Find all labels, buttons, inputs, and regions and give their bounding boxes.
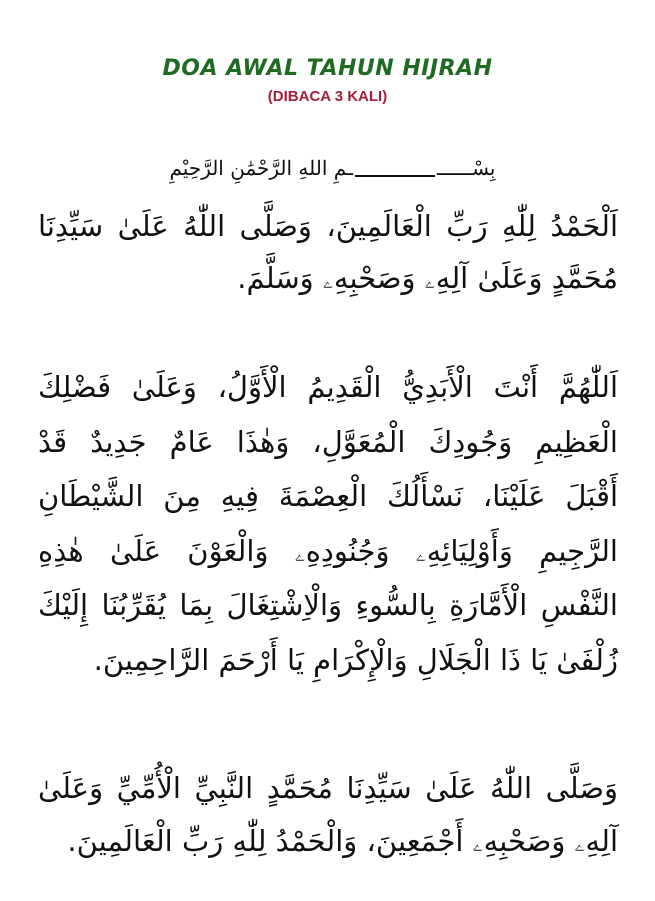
basmala-start: بِسْــــــ (436, 156, 496, 180)
prayer-paragraph-main (38, 360, 618, 687)
text-line: مُحَمَّدٍ وَعَلَىٰ آلِهِۦ وَصَحْبِهِۦ وَسَلَّمَ. (237, 261, 618, 295)
basmala-calligraphy (160, 148, 505, 188)
prayer-paragraph-closing (38, 762, 618, 868)
page-subtitle: (DIBACA 3 KALI) (267, 88, 388, 105)
basmala-kashida-stroke (355, 175, 435, 177)
basmala-end: ـمِ اللهِ الرَّحْمَٰنِ الرَّحِيْمِ (169, 156, 353, 180)
text-line: اَللّٰهُمَّ أَنْتَ الْأَبَدِيُّ الْقَدِيمُ الْأَوَّلُ، وَعَلَىٰ فَضْلِكَ (38, 370, 618, 404)
prayer-paragraph-opening (38, 200, 618, 304)
text-line: اَلْحَمْدُ لِلّٰهِ رَبِّ الْعَالَمِينَ، وَصَلَّى اللّٰهُ عَلَىٰ سَيِّدِنَا (38, 209, 618, 243)
text-line: الْعَظِيمِ وَجُودِكَ الْمُعَوَّلِ، وَهٰذَا عَامٌ جَدِيدٌ قَدْ (38, 424, 618, 459)
text-line: آلِهِۦ وَصَحْبِهِۦ أَجْمَعِينَ، وَالْحَمْدُ لِلّٰهِ رَبِّ الْعَالَمِينَ. (67, 824, 618, 858)
text-line: النَّفْسِ الْأَمَّارَةِ بِالسُّوءِ وَالْاِشْتِغَالَ بِمَا يُقَرِّبُنَا إِلَيْكَ (38, 588, 618, 622)
text-line: زُلْفَىٰ يَا ذَا الْجَلَالِ وَالْإِكْرَامِ يَا أَرْحَمَ الرَّاحِمِينَ. (93, 642, 618, 677)
text-line: الرَّجِيمِ وَأَوْلِيَائِهِۦ وَجُنُودِهِۦ وَالْعَوْنَ عَلَىٰ هٰذِهِ (38, 533, 618, 568)
page-title: DOA AWAL TAHUN HIJRAH (162, 56, 493, 81)
text-line: أَقْبَلَ عَلَيْنَا، نَسْأَلُكَ الْعِصْمَةَ فِيهِ مِنَ الشَّيْطَانِ (38, 479, 618, 513)
text-line: وَصَلَّى اللّٰهُ عَلَىٰ سَيِّدِنَا مُحَمَّدٍ النَّبِيِّ الْأُمِّيِّ وَعَلَىٰ (38, 771, 618, 805)
